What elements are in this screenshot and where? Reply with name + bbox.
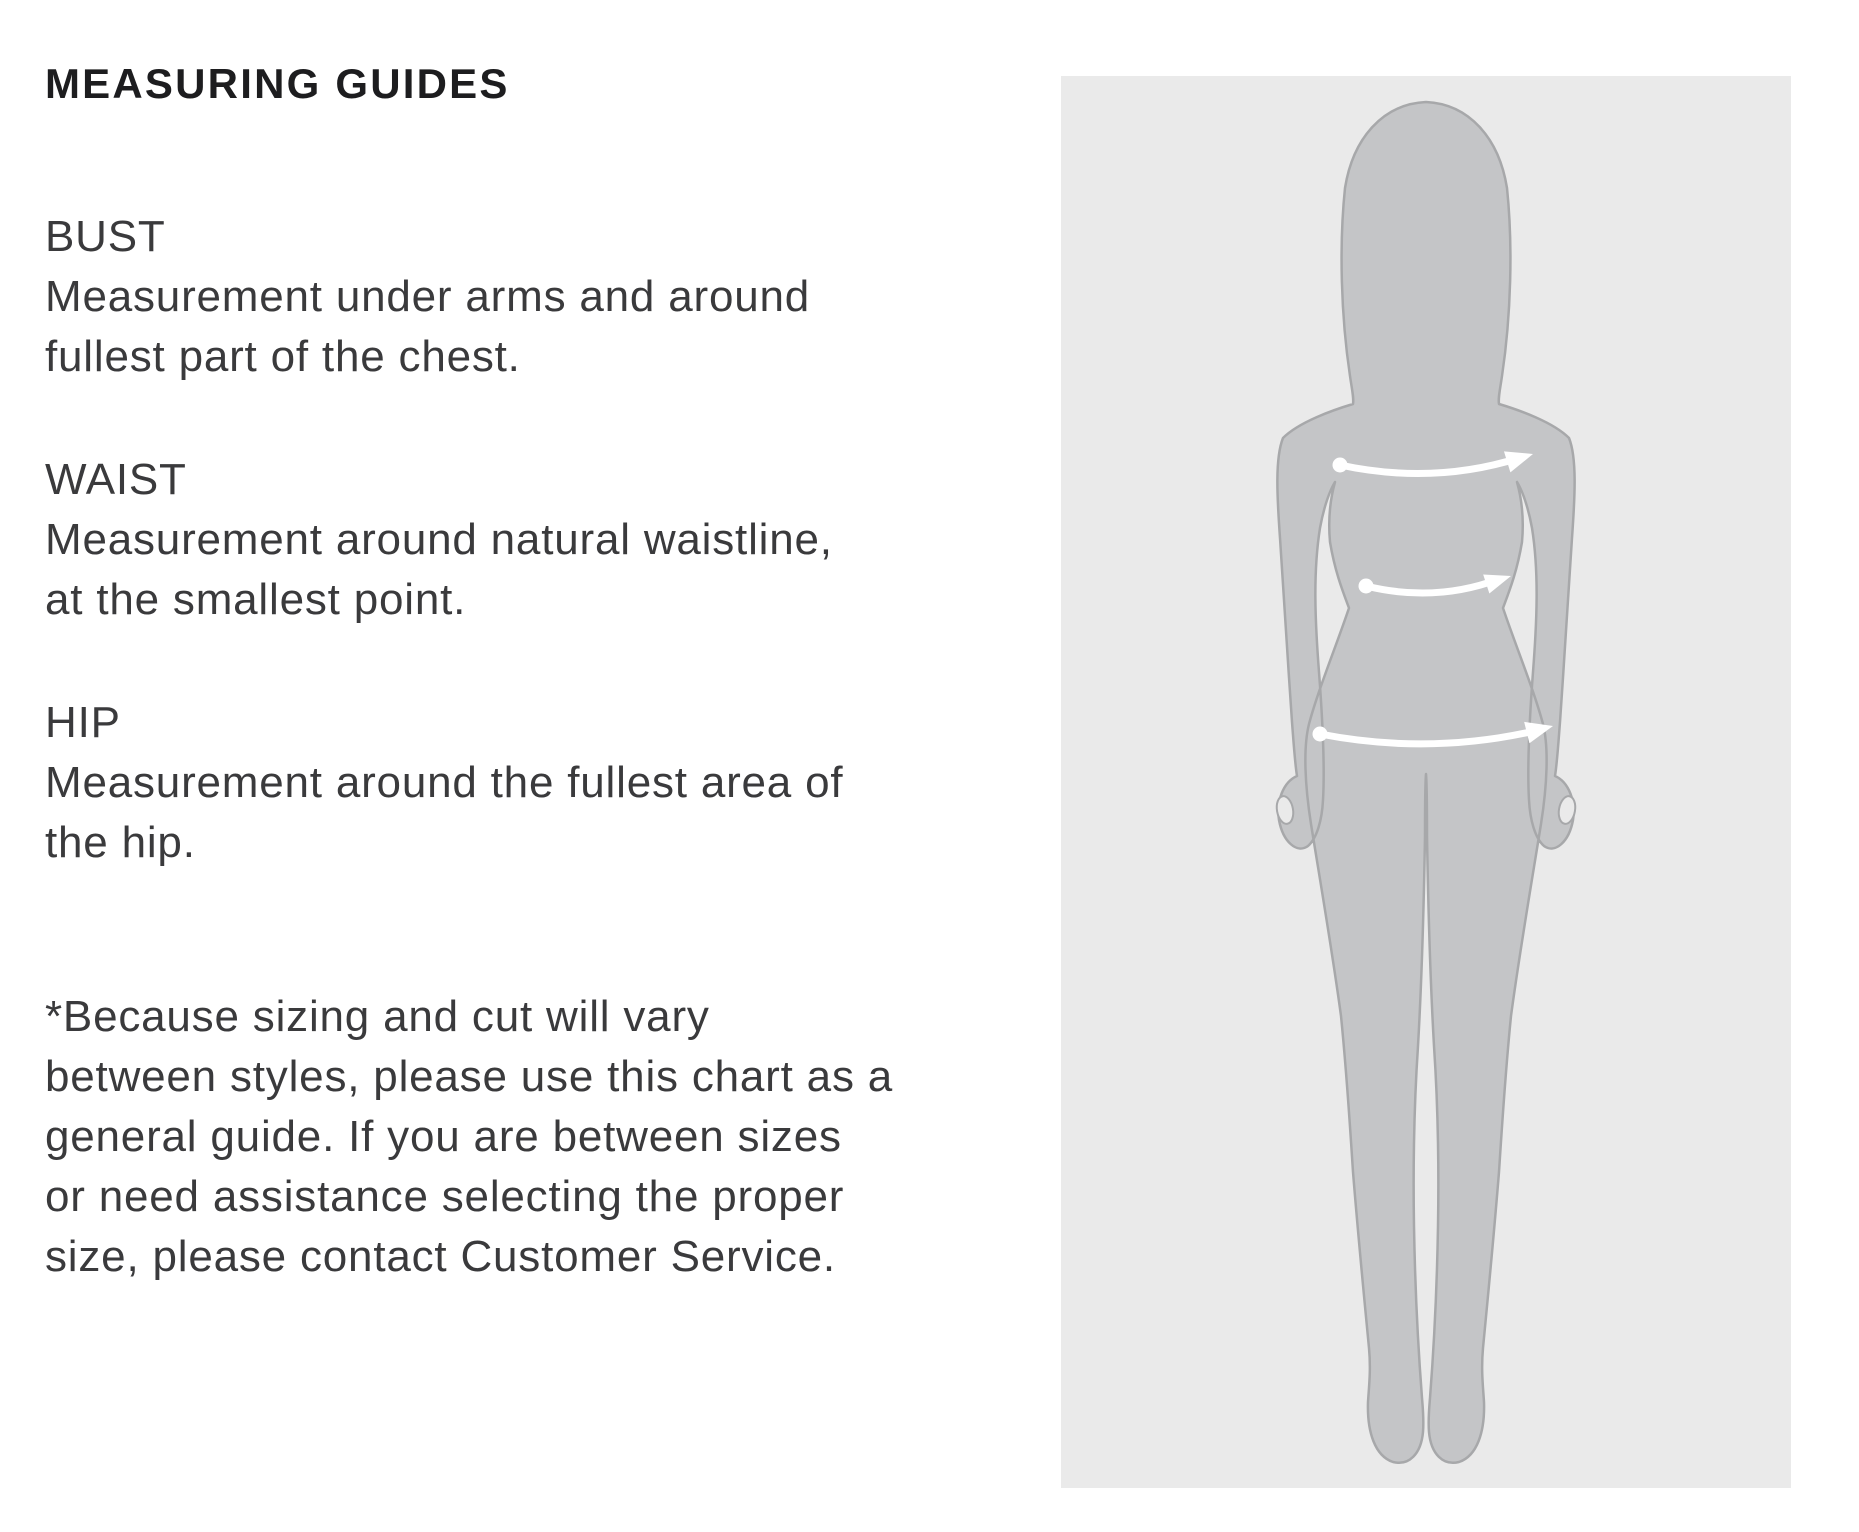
disclaimer-line: *Because sizing and cut will vary	[45, 992, 710, 1041]
section-hip-text-line: Measurement around the fullest area of	[45, 758, 844, 807]
section-hip	[45, 693, 843, 873]
section-waist-text-line: at the smallest point.	[45, 575, 467, 624]
disclaimer-line: or need assistance selecting the proper	[45, 1172, 845, 1221]
page-title: MEASURING GUIDES	[45, 60, 510, 107]
section-hip-label: HIP	[45, 698, 121, 747]
section-hip-text-line: the hip.	[45, 818, 196, 867]
disclaimer-line: between styles, please use this chart as a	[45, 1052, 894, 1101]
sizing-disclaimer	[45, 987, 893, 1287]
section-bust-text-line: Measurement under arms and around	[45, 272, 811, 321]
disclaimer-line: size, please contact Customer Service.	[45, 1232, 836, 1281]
disclaimer-line: general guide. If you are between sizes	[45, 1112, 842, 1161]
section-waist-label: WAIST	[45, 455, 187, 504]
female-body-silhouette	[1277, 102, 1574, 1463]
section-waist-text-line: Measurement around natural waistline,	[45, 515, 833, 564]
section-waist	[45, 450, 833, 630]
measurement-figure-panel	[1061, 76, 1791, 1488]
section-bust-text-line: fullest part of the chest.	[45, 332, 521, 381]
section-bust-label: BUST	[45, 212, 166, 261]
section-bust	[45, 207, 810, 387]
body-silhouette-illustration	[1061, 76, 1791, 1488]
